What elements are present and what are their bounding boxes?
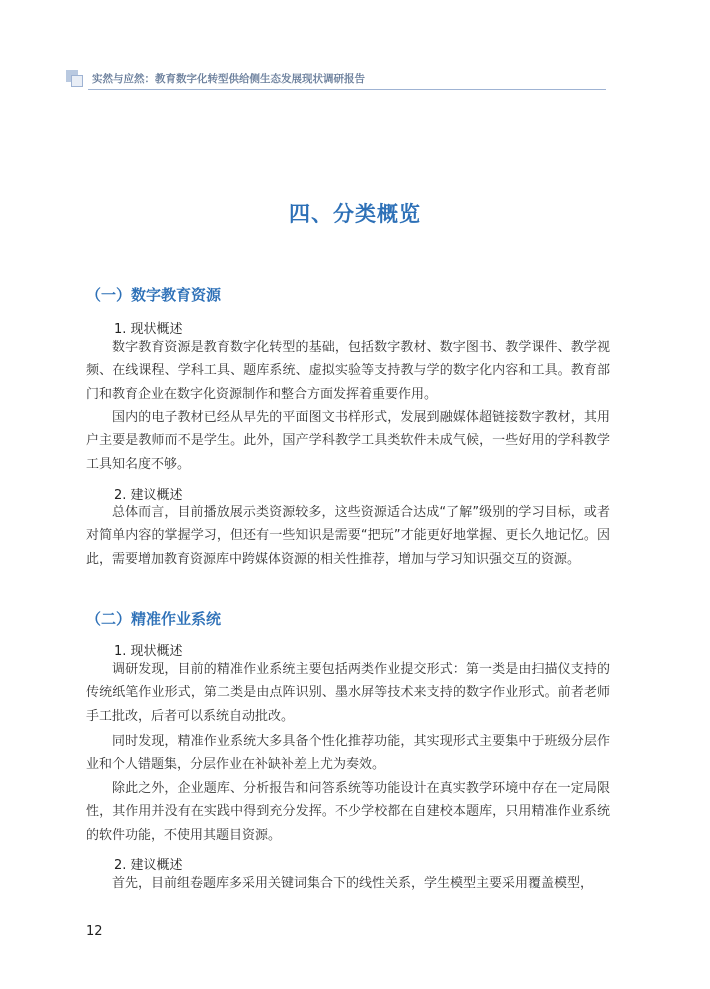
paragraph: 首先，目前组卷题库多采用关键词集合下的线性关系，学生模型主要采用覆盖模型， — [112, 876, 594, 891]
paragraph: 除此之外，企业题库、分析报告和问答系统等功能设计在真实教学环境中存在一定局限性，其作用并没有在实践中得到充分发挥。不少学校都在自建校本题库，只用精准作业系统的软件功能，不使用其题目资源。 — [86, 781, 610, 843]
section-title-1: （一）数字教育资源 — [86, 286, 222, 304]
paragraph: 数字教育资源是教育数字化转型的基础，包括数字教材、数字图书、教学课件、教学视频、在线课程、学科工具、题库系统、虚拟实验等支持教与学的数字化内容和工具。教育部门和教育企业在数字化资源制作和整合方面发挥着重要作用。 — [86, 340, 610, 402]
chapter-title: 四、分类概览 — [289, 202, 421, 226]
section-title-2: （二）精准作业系统 — [86, 610, 222, 628]
running-header — [58, 68, 606, 92]
paragraph: 同时发现，精准作业系统大多具备个性化推荐功能，其实现形式主要集中于班级分层作业和个人错题集，分层作业在补缺补差上尤为奏效。 — [86, 734, 610, 773]
header-square-outline-icon — [71, 75, 83, 87]
header-rule — [88, 89, 606, 90]
subsection-title: 2. 建议概述 — [114, 488, 183, 503]
paragraph: 总体而言，目前播放展示类资源较多，这些资源适合达成“了解”级别的学习目标，或者对简单内容的掌握学习，但还有一些知识是需要“把玩”才能更好地掌握、更长久地记忆。因此，需要增加教育资源库中跨媒体资源的相关性推荐，增加与学习知识强交互的资源。 — [86, 505, 610, 567]
subsection-title: 1. 现状概述 — [114, 322, 183, 337]
paragraph: 调研发现，目前的精准作业系统主要包括两类作业提交形式：第一类是由扫描仪支持的传统纸笔作业形式，第二类是由点阵识别、墨水屏等技术来支持的数字作业形式。前者老师手工批改，后者可以系统自动批改。 — [86, 662, 610, 724]
paragraph: 国内的电子教材已经从早先的平面图文书样形式，发展到融媒体超链接数字教材，其用户主要是教师而不是学生。此外，国产学科教学工具类软件未成气候，一些好用的学科教学工具知名度不够。 — [86, 410, 610, 472]
subsection-title: 2. 建议概述 — [114, 858, 183, 873]
header-title: 实然与应然：教育数字化转型供给侧生态发展现状调研报告 — [92, 73, 365, 85]
subsection-title: 1. 现状概述 — [114, 644, 183, 659]
page-number: 12 — [86, 924, 103, 939]
